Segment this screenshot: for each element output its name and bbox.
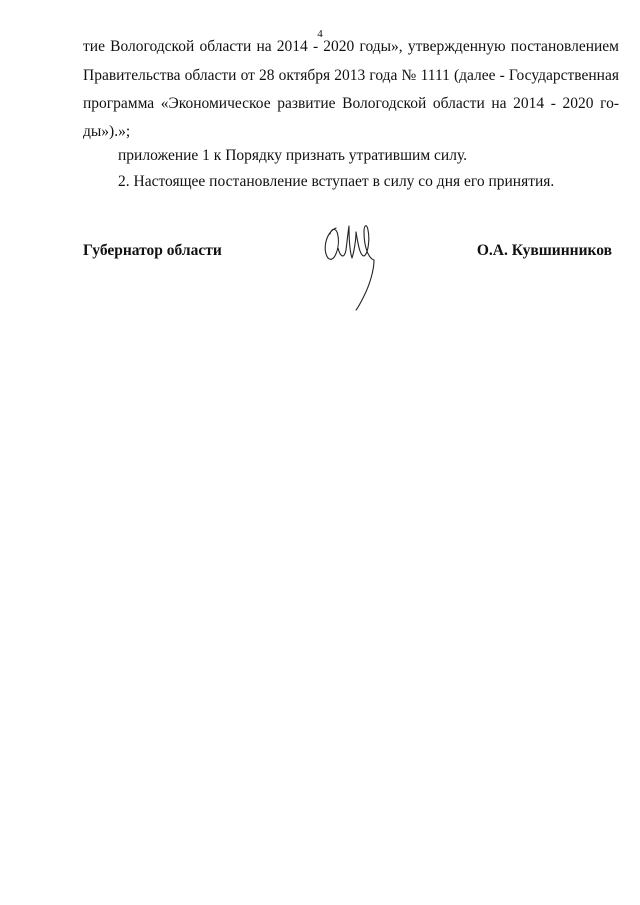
page-number: 4 bbox=[317, 28, 323, 40]
handwritten-signature bbox=[318, 218, 380, 312]
text-line-4: ды»).»; bbox=[83, 123, 131, 140]
annex-paragraph: приложение 1 к Порядку признать утратившим силу. bbox=[118, 147, 468, 164]
signature-title: Губернатор области bbox=[83, 242, 222, 259]
item-2-paragraph: 2. Настоящее постановление вступает в силу со дня его принятия. bbox=[118, 173, 555, 190]
text-line-3: программа «Экономическое развитие Вологодской области на 2014 - 2020 го- bbox=[83, 95, 619, 112]
text-line-2: Правительства области от 28 октября 2013 года № 1111 (далее - Государственная bbox=[83, 67, 619, 84]
signatory-name: О.А. Кувшинников bbox=[476, 242, 612, 259]
text-line-1: тие Вологодской области на 2014 - 2020 годы», утвержденную постановлением bbox=[83, 38, 619, 55]
